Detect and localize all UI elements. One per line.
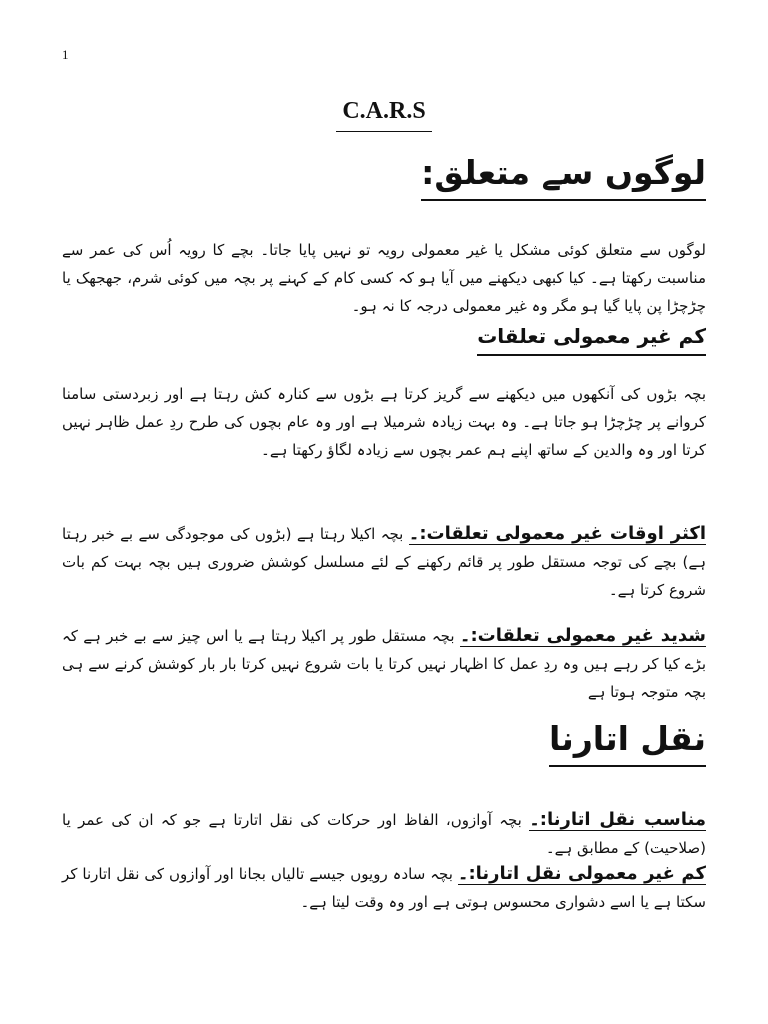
paragraph-severe-abnormal-relations [62, 622, 706, 706]
page-number: 1 [62, 47, 69, 62]
moderate-abnormal-relations-text: بچہ اکیلا رہتا ہے (بڑوں کی موجودگی سے بے خبر رہتا ہے) بچے کی توجہ مستقل طور پر قائم رکھنے کے لئے مسلسل کوشش ضروری ہیں بچہ بہت کم بات شروع کرتا ہے۔ [62, 525, 706, 599]
paragraph-people-intro: لوگوں سے متعلق کوئی مشکل یا غیر معمولی رویہ تو نہیں پایا جاتا۔ بچے کا رویہ اُس کی عمر سے مناسبت رکھتا ہے۔ کیا کبھی دیکھنے میں آیا ہو کہ کسی کام کے کہنے پر بچہ میں کوئی شرم، جھجھک یا چڑچڑا پن پایا گیا ہو مگر وہ غیر معمولی درجہ کا نہ ہو۔ [62, 241, 706, 315]
paragraph-moderate-abnormal-relations [62, 520, 706, 604]
document-title-wrap [0, 98, 768, 132]
subheading-mild-abnormal-relations: کم غیر معمولی تعلقات [477, 322, 706, 356]
mild-abnormal-imitation-text: بچہ سادہ رویوں جیسے تالیاں بجانا اور آوازوں کی نقل اتارنا کر سکتا ہے یا اسے دشواری محسوس ہوتی ہے اور وہ وقت لیتا ہے۔ [62, 865, 706, 911]
section-heading-imitation: نقل اتارنا [549, 718, 706, 767]
section-heading-people: لوگوں سے متعلق: [421, 152, 706, 201]
paragraph-mild-abnormal-imitation [62, 860, 706, 916]
severe-abnormal-relations-text: بچہ مستقل طور پر اکیلا رہتا ہے یا اس چیز سے بے خبر ہے کہ بڑے کیا کر رہے ہیں وہ ردِ عمل کا اظہار نہیں کرتا یا بات شروع نہیں کرتا بار بار کوشش کرنے سے ہی بچہ متوجہ ہوتا ہے [62, 627, 706, 701]
severe-abnormal-relations-label: شدید غیر معمولی تعلقات:۔ [459, 625, 706, 646]
document-title: C.A.R.S [336, 98, 431, 132]
paragraph-mild-abnormal-relations: بچہ بڑوں کی آنکھوں میں دیکھنے سے گریز کرتا ہے بڑوں سے کنارہ کش رہتا ہے اور زبردستی سامنا کروانے پر چڑچڑا ہو جاتا ہے۔ وہ بہت زیادہ شرمیلا ہے اور وہ عام بچوں کی طرح ردِ عمل ظاہر نہیں کرتا اور وہ والدین کے ساتھ اپنے ہم عمر بچوں سے زیادہ لگاؤ رکھتا ہے۔ [62, 385, 706, 459]
appropriate-imitation-label: مناسب نقل اتارنا:۔ [529, 809, 706, 830]
appropriate-imitation-text: بچہ آوازوں، الفاظ اور حرکات کی نقل اتارتا ہے جو کہ ان کی عمر یا (صلاحیت) کے مطابق ہے۔ [62, 811, 706, 857]
mild-abnormal-imitation-label: کم غیر معمولی نقل اتارنا:۔ [457, 863, 706, 884]
paragraph-appropriate-imitation [62, 806, 706, 862]
moderate-abnormal-relations-label: اکثر اوقات غیر معمولی تعلقات:۔ [408, 523, 706, 544]
